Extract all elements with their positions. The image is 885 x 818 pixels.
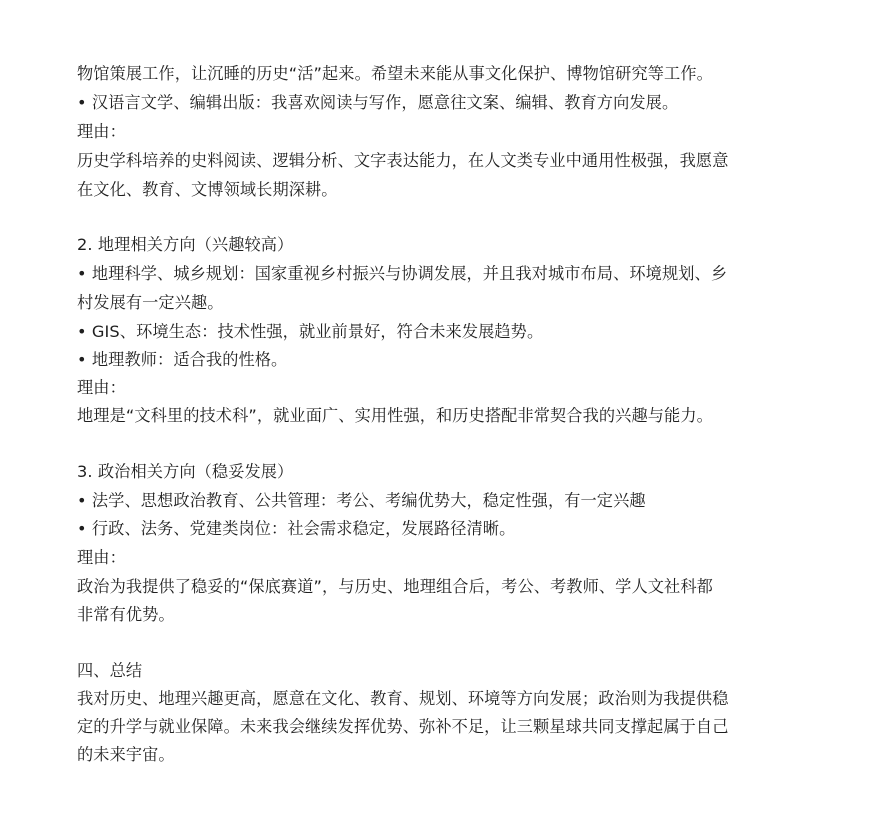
geography-bullet-1-line-2: 村发展有一定兴趣。 [77, 293, 224, 312]
summary-heading: 四、总结 [77, 661, 143, 680]
politics-bullet-2: • 行政、法务、党建类岗位：社会需求稳定，发展路径清晰。 [77, 519, 516, 538]
politics-reason-line-2: 非常有优势。 [77, 605, 175, 624]
geography-bullet-1-line-1: • 地理科学、城乡规划：国家重视乡村振兴与协调发展，并且我对城市布局、环境规划、乡 [77, 264, 728, 283]
geography-heading: 2. 地理相关方向（兴趣较高） [77, 235, 294, 254]
bullet-chinese-literature: • 汉语言文学、编辑出版：我喜欢阅读与写作，愿意往文案、编辑、教育方向发展。 [77, 93, 679, 112]
summary-line-2: 定的升学与就业保障。未来我会继续发挥优势、弥补不足，让三颗星球共同支撑起属于自己 [77, 717, 729, 736]
politics-heading: 3. 政治相关方向（稳妥发展） [77, 462, 294, 481]
history-reason-line-2: 在文化、教育、文博领域长期深耕。 [77, 180, 338, 199]
geography-bullet-2: • GIS、环境生态：技术性强，就业前景好，符合未来发展趋势。 [77, 322, 544, 341]
history-continued-line: 物馆策展工作，让沉睡的历史“活”起来。希望未来能从事文化保护、博物馆研究等工作。 [77, 64, 713, 83]
politics-reason-line-1: 政治为我提供了稳妥的“保底赛道”，与历史、地理组合后，考公、考教师、学人文社科都 [77, 577, 713, 596]
geography-reason-line-1: 地理是“文科里的技术科”，就业面广、实用性强，和历史搭配非常契合我的兴趣与能力。 [77, 406, 713, 425]
history-reason-line-1: 历史学科培养的史料阅读、逻辑分析、文字表达能力，在人文类专业中通用性极强，我愿意 [77, 151, 729, 170]
summary-line-3: 的未来宇宙。 [77, 745, 175, 764]
geography-bullet-3: • 地理教师：适合我的性格。 [77, 350, 288, 369]
geography-reason-label: 理由： [77, 378, 126, 397]
summary-line-1: 我对历史、地理兴趣更高，愿意在文化、教育、规划、环境等方向发展；政治则为我提供稳 [77, 689, 729, 708]
history-reason-label: 理由： [77, 122, 126, 141]
politics-bullet-1: • 法学、思想政治教育、公共管理：考公、考编优势大，稳定性强，有一定兴趣 [77, 491, 646, 510]
politics-reason-label: 理由： [77, 548, 126, 567]
